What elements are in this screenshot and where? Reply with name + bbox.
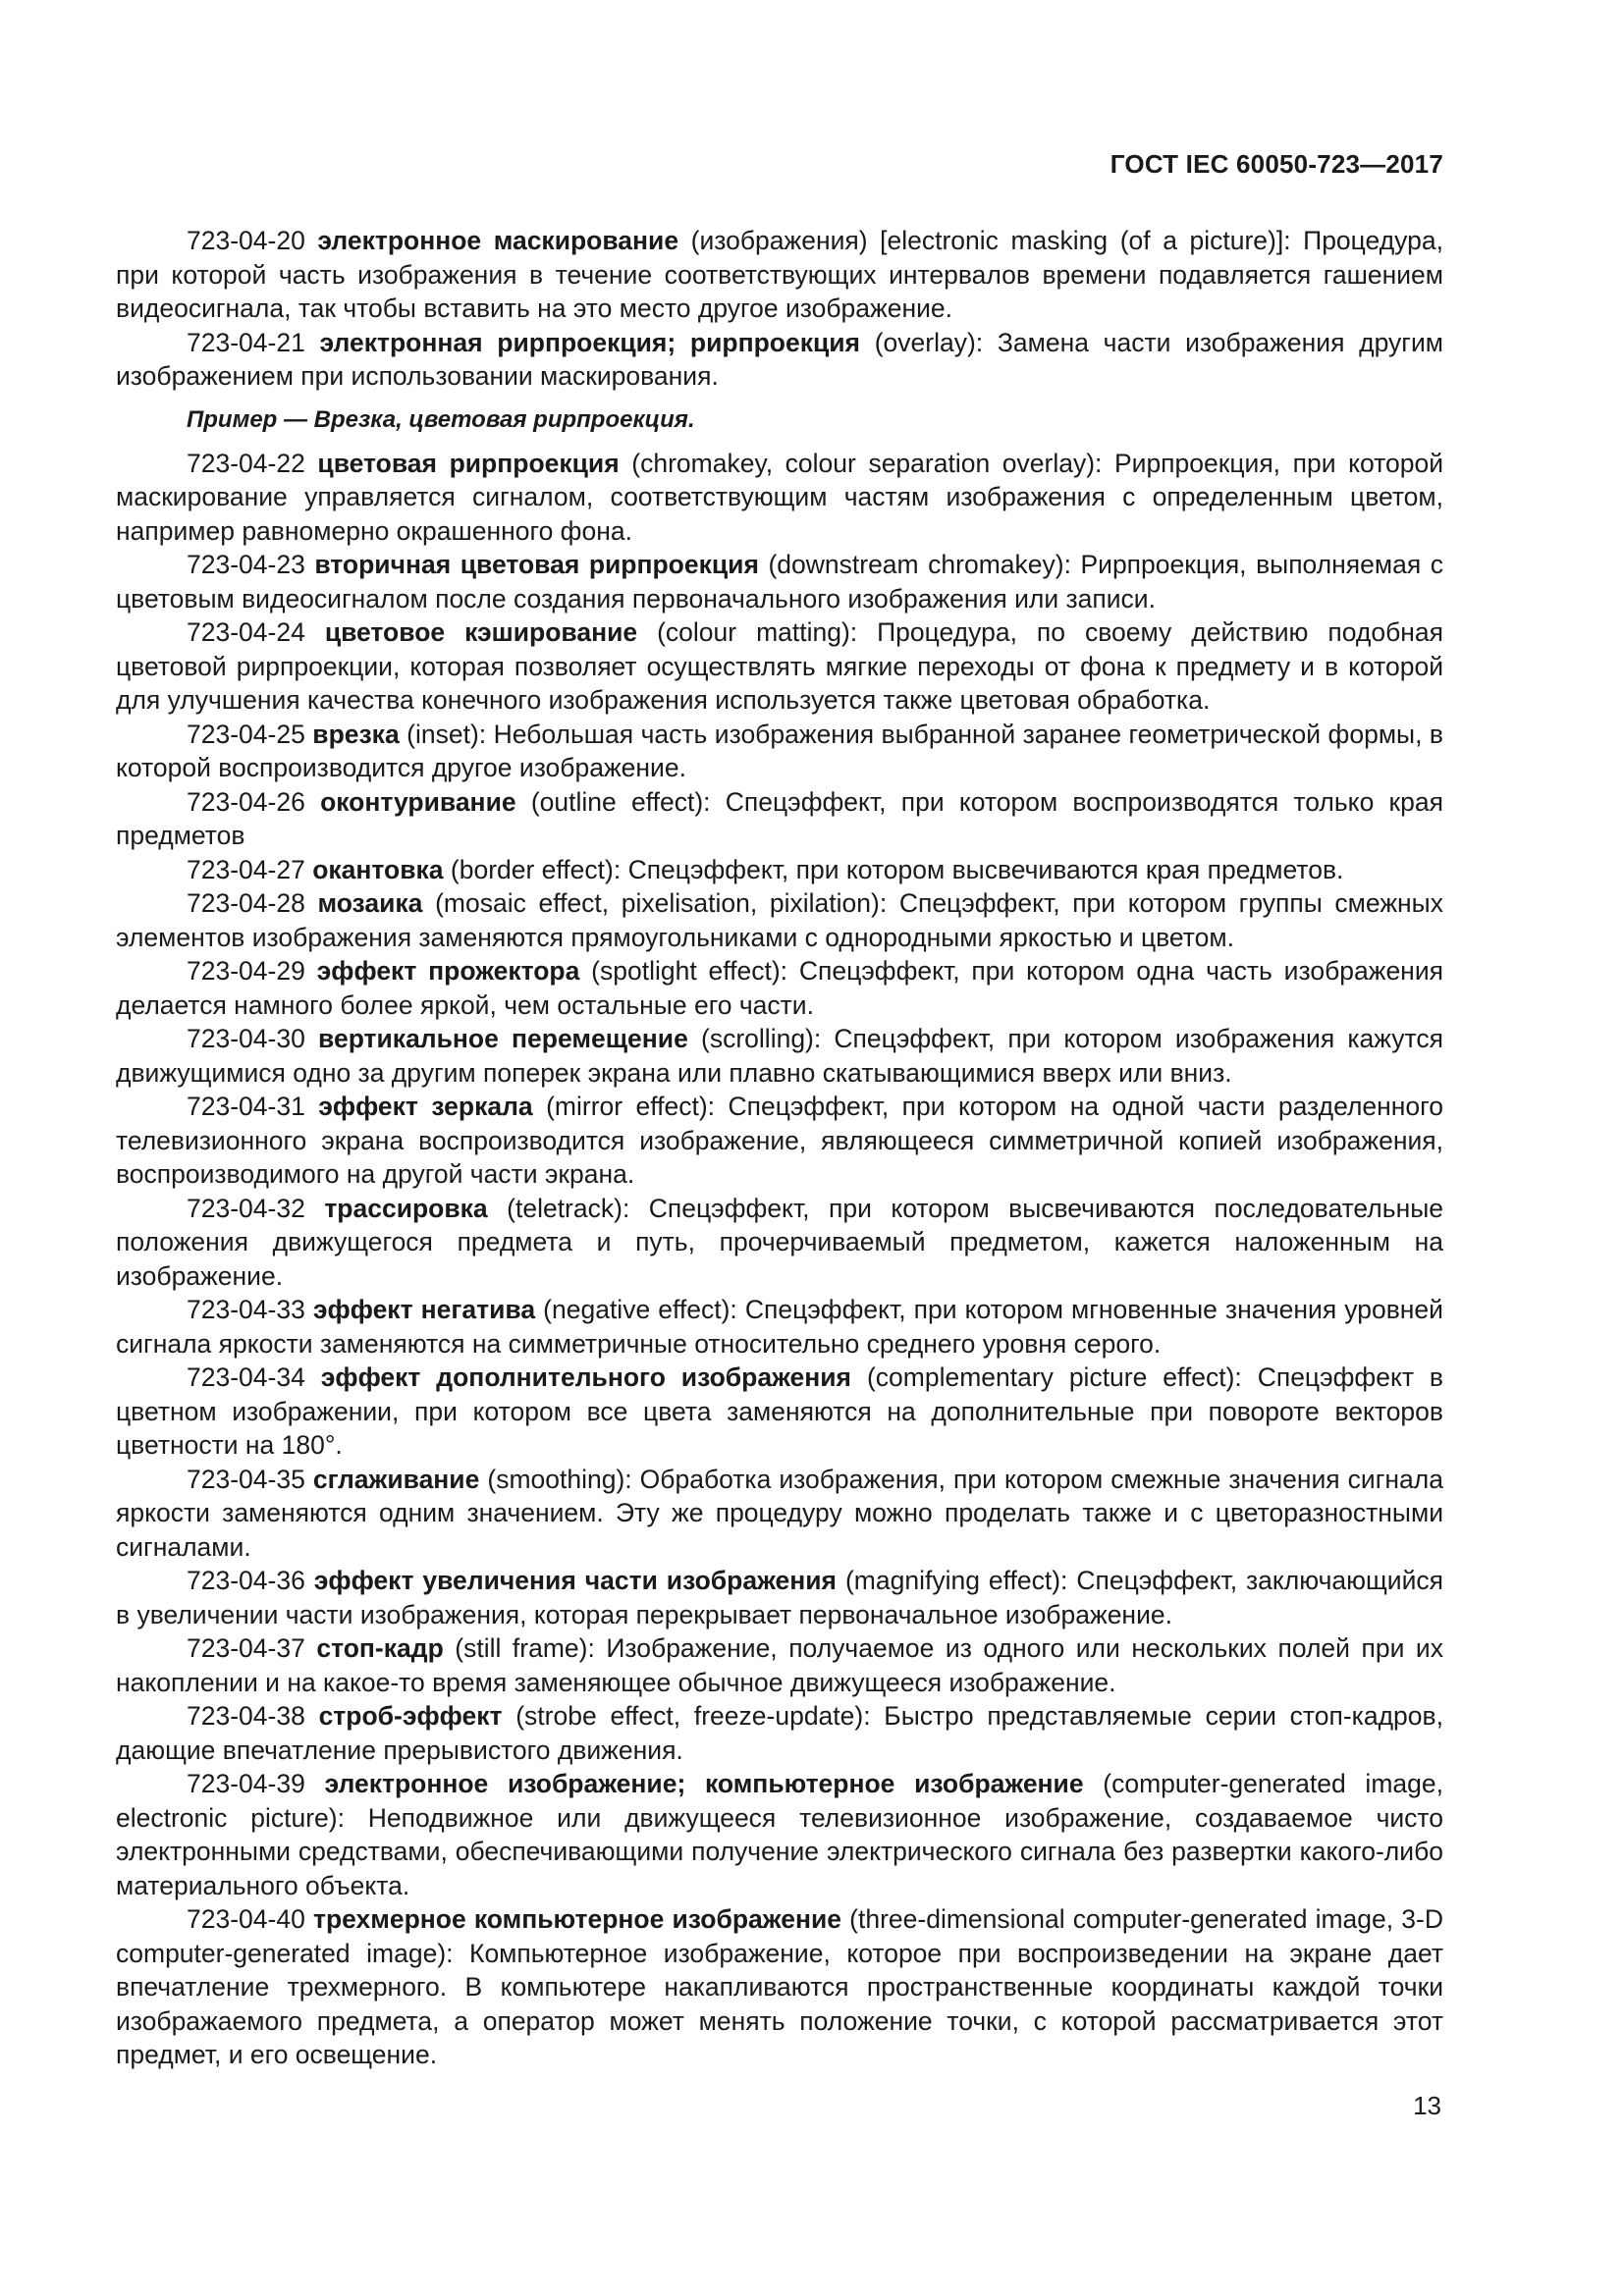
example-note: Пример — Врезка, цветовая рирпроекция. bbox=[187, 405, 695, 433]
term-title: электронная рирпроекция; рирпроекция bbox=[319, 327, 861, 357]
term-entry bbox=[116, 886, 1443, 954]
term-definition: (border effect): Спецэффект, при котором высвечиваются края предметов. bbox=[450, 854, 1344, 884]
term-entry bbox=[116, 1463, 1443, 1565]
term-title: цветовая рирпроекция bbox=[317, 448, 620, 478]
term-number: 723-04-29 bbox=[187, 956, 305, 986]
term-number: 723-04-39 bbox=[187, 1769, 305, 1798]
term-title: эффект прожектора bbox=[316, 956, 580, 986]
terms-list bbox=[116, 224, 1443, 2072]
term-entry bbox=[116, 1902, 1443, 2072]
term-entry bbox=[116, 1631, 1443, 1699]
term-title: электронное изображение; компьютерное изображение bbox=[324, 1769, 1084, 1798]
standard-header: ГОСТ IEC 60050-723—2017 bbox=[1110, 149, 1443, 179]
term-definition: (mosaic effect, pixelisation, pixilation): Спецэффект, при котором группы смежных элементов изображения заменяются прямоугольниками с однородными яркостью и цветом. bbox=[116, 888, 1443, 952]
term-entry bbox=[116, 224, 1443, 326]
term-title: эффект увеличения части изображения bbox=[313, 1566, 838, 1595]
term-entry bbox=[116, 1293, 1443, 1361]
term-entry bbox=[116, 548, 1443, 615]
term-number: 723-04-22 bbox=[187, 448, 305, 478]
term-definition: (strobe effect, freeze-update): Быстро представляемые серии стоп-кадров, дающие впечатление прерывистого движения. bbox=[116, 1701, 1443, 1765]
term-title: эффект дополнительного изображения bbox=[320, 1362, 852, 1392]
term-title: цветовое кэширование bbox=[324, 617, 638, 647]
term-title: врезка bbox=[312, 719, 400, 749]
term-entry bbox=[116, 1192, 1443, 1294]
term-definition: (mirror effect): Спецэффект, при котором на одной части разделенного телевизионного экрана воспроизводится изображение, являющееся симметричной копией изображения, воспроизводимого на другой части экрана. bbox=[116, 1092, 1443, 1189]
term-definition: (downstream chromakey): Рирпроекция, выполняемая с цветовым видеосигналом после создания первоначального изображения или записи. bbox=[116, 550, 1443, 614]
term-entry bbox=[116, 718, 1443, 785]
term-title: сглаживание bbox=[312, 1464, 480, 1494]
term-entry bbox=[116, 1564, 1443, 1631]
term-definition: (inset): Небольшая часть изображения выбранной заранее геометрической формы, в которой воспроизводится другое изображение. bbox=[116, 719, 1443, 782]
term-title: вторичная цветовая рирпроекция bbox=[314, 550, 759, 579]
term-number: 723-04-28 bbox=[187, 888, 305, 918]
term-title: вертикальное перемещение bbox=[318, 1024, 688, 1053]
term-number: 723-04-40 bbox=[187, 1904, 305, 1934]
term-definition: (three-dimensional computer-generated image, 3-D computer-generated image): Компьютерное изображение, которое при воспроизведении на экране дает впечатление трехмерного. В компьютере накапливаются пространственные координаты каждой точки изображаемого предмета, а оператор может менять положение точки, с которой рассматривается этот предмет, и его освещение. bbox=[116, 1904, 1443, 2069]
term-definition: (scrolling): Спецэффект, при котором изображения кажутся движущимися одно за другим поперек экрана или плавно скатывающимися вверх или вниз. bbox=[116, 1024, 1443, 1088]
term-entry bbox=[116, 853, 1443, 887]
page-number: 13 bbox=[1413, 2091, 1441, 2120]
term-number: 723-04-20 bbox=[187, 226, 305, 255]
term-number: 723-04-37 bbox=[187, 1633, 305, 1663]
term-number: 723-04-32 bbox=[187, 1193, 305, 1223]
term-definition: (negative effect): Спецэффект, при котором мгновенные значения уровней сигнала яркости заменяются на симметричные относительно среднего уровня серого. bbox=[116, 1295, 1443, 1359]
term-number: 723-04-35 bbox=[187, 1464, 305, 1494]
term-number: 723-04-24 bbox=[187, 617, 305, 647]
term-definition: (chromakey, colour separation overlay): Рирпроекция, при которой маскирование управляется сигналом, соответствующим частям изображения с определенным цветом, например равномерно окрашенного фона. bbox=[116, 448, 1443, 546]
term-entry bbox=[116, 326, 1443, 394]
term-number: 723-04-36 bbox=[187, 1566, 305, 1595]
term-number: 723-04-23 bbox=[187, 550, 305, 579]
term-entry bbox=[116, 1767, 1443, 1902]
term-title: эффект зеркала bbox=[318, 1092, 533, 1121]
term-definition: (still frame): Изображение, получаемое из одного или нескольких полей при их накоплении и на какое-то время заменяющее обычное движущееся изображение. bbox=[116, 1633, 1443, 1697]
term-number: 723-04-38 bbox=[187, 1701, 305, 1731]
term-number: 723-04-27 bbox=[187, 854, 305, 884]
term-number: 723-04-33 bbox=[187, 1295, 305, 1324]
term-title: стоп-кадр bbox=[316, 1633, 444, 1663]
term-title: эффект негатива bbox=[312, 1295, 536, 1324]
term-title: мозаика bbox=[317, 888, 423, 918]
term-number: 723-04-30 bbox=[187, 1024, 305, 1053]
term-entry bbox=[116, 1361, 1443, 1463]
term-definition: (magnifying effect): Спецэффект, заключающийся в увеличении части изображения, которая перекрывает первоначальное изображение. bbox=[116, 1566, 1443, 1629]
term-entry bbox=[116, 1090, 1443, 1192]
term-entry bbox=[116, 447, 1443, 549]
term-definition: (outline effect): Спецэффект, при котором воспроизводятся только края предметов bbox=[116, 786, 1443, 850]
term-number: 723-04-21 bbox=[187, 327, 305, 357]
term-number: 723-04-31 bbox=[187, 1092, 305, 1121]
term-definition: (computer-generated image, electronic picture): Неподвижное или движущееся телевизионное изображение, создаваемое чисто электронными средствами, обеспечивающими получение электрического сигнала без развертки какого-либо материального объекта. bbox=[116, 1769, 1443, 1900]
term-definition: (изображения) [electronic masking (of a picture)]: Процедура, при которой часть изображения в течение соответствующих интервалов времени подавляется гашением видеосигнала, так чтобы вставить на это место другое изображение. bbox=[116, 226, 1443, 323]
term-entry bbox=[116, 1022, 1443, 1090]
term-definition: (teletrack): Спецэффект, при котором высвечиваются последовательные положения движущегося предмета и путь, прочерчиваемый предметом, кажется наложенным на изображение. bbox=[116, 1193, 1443, 1291]
term-definition: (overlay): Замена части изображения другим изображением при использовании маскирования. bbox=[116, 327, 1443, 391]
term-definition: (spotlight effect): Спецэффект, при котором одна часть изображения делается намного более яркой, чем остальные его части. bbox=[116, 956, 1443, 1020]
term-number: 723-04-25 bbox=[187, 719, 305, 749]
term-title: трехмерное компьютерное изображение bbox=[312, 1904, 842, 1934]
term-entry bbox=[116, 615, 1443, 718]
term-title: оконтуривание bbox=[320, 786, 516, 817]
term-entry bbox=[116, 785, 1443, 853]
term-number: 723-04-26 bbox=[187, 786, 305, 817]
term-entry bbox=[116, 954, 1443, 1022]
term-definition: (smoothing): Обработка изображения, при котором смежные значения сигнала яркости заменяются одним значением. Эту же процедуру можно проделать также и с цветоразностными сигналами. bbox=[116, 1464, 1443, 1562]
term-title: окантовка bbox=[312, 854, 444, 884]
term-title: строб-эффект bbox=[318, 1701, 503, 1731]
term-definition: (colour matting): Процедура, по своему действию подобная цветовой рирпроекции, которая позволяет осуществлять мягкие переходы от фона к предмету и в которой для улучшения качества конечного изображения используется также цветовая обработка. bbox=[116, 617, 1443, 715]
terms-group-b bbox=[116, 447, 1443, 2072]
term-number: 723-04-34 bbox=[187, 1362, 305, 1392]
term-definition: (complementary picture effect): Спецэффект в цветном изображении, при котором все цвета заменяются на дополнительные при повороте векторов цветности на 180°. bbox=[116, 1362, 1443, 1460]
terms-group-a bbox=[116, 224, 1443, 394]
term-title: трассировка bbox=[324, 1193, 488, 1223]
term-entry bbox=[116, 1699, 1443, 1767]
term-title: электронное маскирование bbox=[317, 226, 679, 255]
